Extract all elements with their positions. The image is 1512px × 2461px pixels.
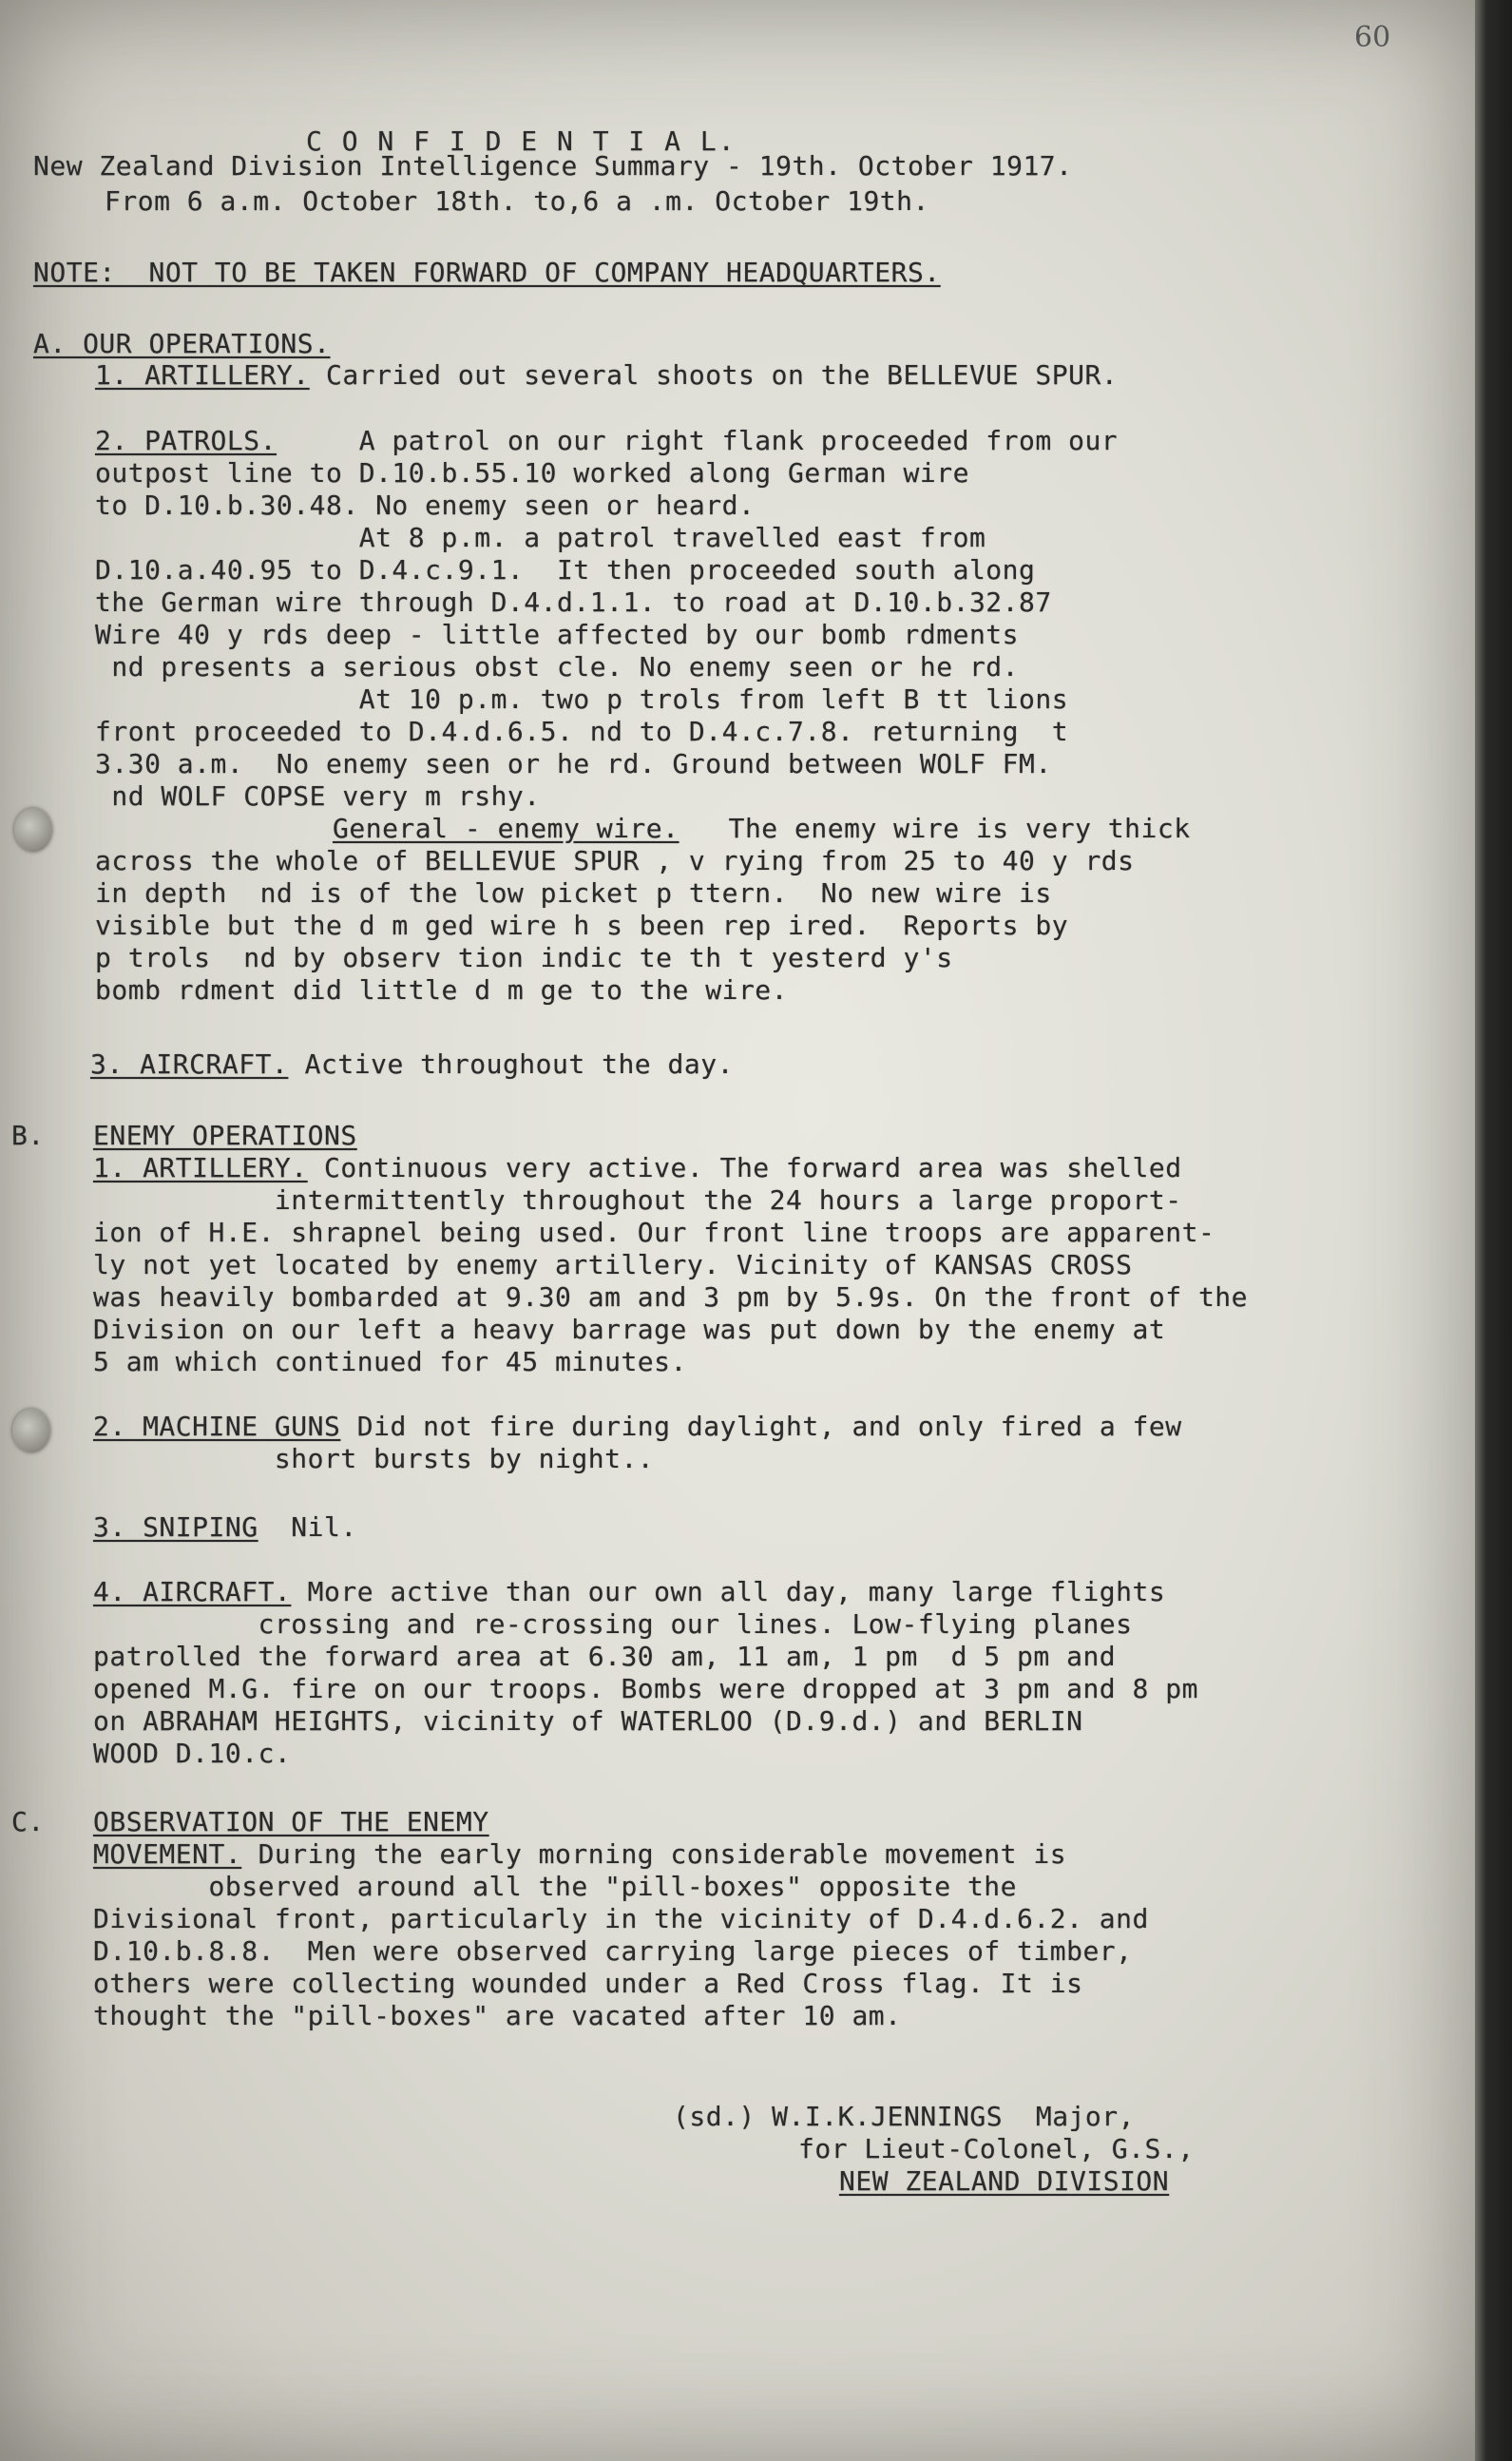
movement-line: Divisional front, particularly in the vicinity of D.4.d.6.2. and bbox=[93, 1903, 1149, 1934]
signature-title: for Lieut-Colonel, G.S., bbox=[798, 2133, 1195, 2164]
enemy-aircraft-line: patrolled the forward area at 6.30 am, 11 am, 1 pm d 5 pm and bbox=[93, 1641, 1117, 1672]
enemy-aircraft-label: 4. AIRCRAFT. bbox=[93, 1576, 292, 1607]
page-number: 60 bbox=[1354, 21, 1391, 54]
general-wire-line: across the whole of BELLEVUE SPUR , v rying from 25 to 40 y rds bbox=[95, 845, 1135, 876]
movement-line: thought the "pill-boxes" are vacated after 10 am. bbox=[93, 2000, 902, 2031]
general-wire-line: The enemy wire is very thick bbox=[679, 813, 1191, 844]
machine-guns-line: short bursts by night.. bbox=[93, 1443, 655, 1474]
summary-period: From 6 a.m. October 18th. to,6 a .m. October 19th. bbox=[105, 185, 929, 217]
enemy-artillery-line: ly not yet located by enemy artillery. Vicinity of KANSAS CROSS bbox=[93, 1249, 1133, 1280]
section-b-marker: B. bbox=[11, 1120, 45, 1151]
patrols-line: A patrol on our right flank proceeded from our bbox=[276, 425, 1119, 456]
our-aircraft-label: 3. AIRCRAFT. bbox=[90, 1048, 289, 1080]
general-wire-line: visible but the d m ged wire h s been rep ired. Reports by bbox=[95, 910, 1069, 941]
punch-hole-bottom bbox=[12, 1409, 50, 1452]
patrols-line: the German wire through D.4.d.1.1. to road at D.10.b.32.87 bbox=[95, 586, 1052, 618]
section-b-heading: ENEMY OPERATIONS bbox=[93, 1120, 357, 1151]
our-aircraft-text: Active throughout the day. bbox=[288, 1048, 734, 1080]
our-artillery-label: 1. ARTILLERY. bbox=[95, 359, 310, 391]
enemy-artillery-label: 1. ARTILLERY. bbox=[93, 1152, 308, 1183]
enemy-artillery-line: intermittently throughout the 24 hours a large proport- bbox=[93, 1184, 1182, 1216]
summary-title: New Zealand Division Intelligence Summary - 19th. October 1917. bbox=[33, 150, 1073, 182]
general-wire-line: p trols nd by observ tion indic te th t yesterd y's bbox=[95, 942, 953, 973]
confidential-heading: C O N F I D E N T I A L. bbox=[306, 125, 737, 157]
sniping-label: 3. SNIPING bbox=[93, 1511, 258, 1543]
signature-unit: NEW ZEALAND DIVISION bbox=[839, 2165, 1170, 2197]
patrols-paragraph bbox=[95, 425, 1118, 457]
patrols-line: 3.30 a.m. No enemy seen or he rd. Ground between WOLF FM. bbox=[95, 748, 1052, 779]
patrols-line: nd WOLF COPSE very m rshy. bbox=[95, 780, 541, 812]
patrols-label: 2. PATROLS. bbox=[95, 425, 277, 456]
enemy-artillery-line: 5 am which continued for 45 minutes. bbox=[93, 1346, 687, 1377]
general-wire-label: General - enemy wire. bbox=[333, 813, 679, 844]
general-wire-paragraph bbox=[333, 813, 1191, 845]
section-c-heading: OBSERVATION OF THE ENEMY bbox=[93, 1806, 489, 1837]
enemy-aircraft-line: More active than our own all day, many large flights bbox=[291, 1576, 1166, 1607]
punch-hole-top bbox=[14, 808, 52, 852]
enemy-aircraft-line: WOOD D.10.c. bbox=[93, 1738, 292, 1769]
section-c-marker: C. bbox=[11, 1806, 45, 1837]
signature-name: (sd.) W.I.K.JENNINGS Major, bbox=[673, 2101, 1136, 2132]
patrols-line: nd presents a serious obst cle. No enemy seen or he rd. bbox=[95, 651, 1020, 683]
section-a-heading: A. OUR OPERATIONS. bbox=[33, 328, 331, 359]
enemy-artillery-line: ion of H.E. shrapnel being used. Our front line troops are apparent- bbox=[93, 1217, 1215, 1248]
enemy-artillery-paragraph bbox=[93, 1152, 1182, 1184]
enemy-artillery-line: Continuous very active. The forward area was shelled bbox=[307, 1152, 1182, 1183]
sniping-paragraph bbox=[93, 1511, 357, 1544]
our-aircraft-paragraph bbox=[90, 1048, 734, 1081]
patrols-line: outpost line to D.10.b.55.10 worked along German wire bbox=[95, 457, 969, 489]
movement-line: others were collecting wounded under a Red Cross flag. It is bbox=[93, 1968, 1083, 1999]
enemy-aircraft-paragraph bbox=[93, 1576, 1165, 1608]
patrols-line: Wire 40 y rds deep - little affected by our bomb rdments bbox=[95, 619, 1020, 650]
general-wire-line: in depth nd is of the low picket p ttern. No new wire is bbox=[95, 877, 1052, 909]
patrols-line: to D.10.b.30.48. No enemy seen or heard. bbox=[95, 490, 756, 521]
movement-line: D.10.b.8.8. Men were observed carrying large pieces of timber, bbox=[93, 1935, 1133, 1967]
patrols-line: At 10 p.m. two p trols from left B tt lions bbox=[95, 683, 1069, 715]
patrols-line: front proceeded to D.4.d.6.5. nd to D.4.c.7.8. returning t bbox=[95, 716, 1069, 747]
general-wire-line: bomb rdment did little d m ge to the wire. bbox=[95, 974, 789, 1006]
handling-note: NOTE: NOT TO BE TAKEN FORWARD OF COMPANY HEADQUARTERS. bbox=[33, 257, 941, 288]
movement-line: observed around all the "pill-boxes" opposite the bbox=[93, 1871, 1018, 1902]
scan-background-edge bbox=[1475, 0, 1512, 2461]
enemy-aircraft-line: on ABRAHAM HEIGHTS, vicinity of WATERLOO (D.9.d.) and BERLIN bbox=[93, 1705, 1083, 1737]
patrols-line: At 8 p.m. a patrol travelled east from bbox=[95, 522, 986, 553]
enemy-aircraft-line: crossing and re-crossing our lines. Low-flying planes bbox=[93, 1608, 1133, 1640]
movement-label: MOVEMENT. bbox=[93, 1838, 242, 1870]
enemy-artillery-line: Division on our left a heavy barrage was put down by the enemy at bbox=[93, 1314, 1166, 1345]
our-artillery-paragraph bbox=[95, 359, 1118, 392]
movement-paragraph bbox=[93, 1838, 1066, 1871]
movement-line: During the early morning considerable movement is bbox=[241, 1838, 1067, 1870]
enemy-aircraft-line: opened M.G. fire on our troops. Bombs were dropped at 3 pm and 8 pm bbox=[93, 1673, 1198, 1704]
machine-guns-label: 2. MACHINE GUNS bbox=[93, 1411, 341, 1442]
sniping-text: Nil. bbox=[258, 1511, 357, 1543]
enemy-artillery-line: was heavily bombarded at 9.30 am and 3 pm by 5.9s. On the front of the bbox=[93, 1281, 1249, 1313]
machine-guns-paragraph bbox=[93, 1411, 1182, 1443]
patrols-line: D.10.a.40.95 to D.4.c.9.1. It then proceeded south along bbox=[95, 554, 1036, 586]
our-artillery-text: Carried out several shoots on the BELLEVUE SPUR. bbox=[309, 359, 1119, 391]
machine-guns-line: Did not fire during daylight, and only fired a few bbox=[340, 1411, 1182, 1442]
